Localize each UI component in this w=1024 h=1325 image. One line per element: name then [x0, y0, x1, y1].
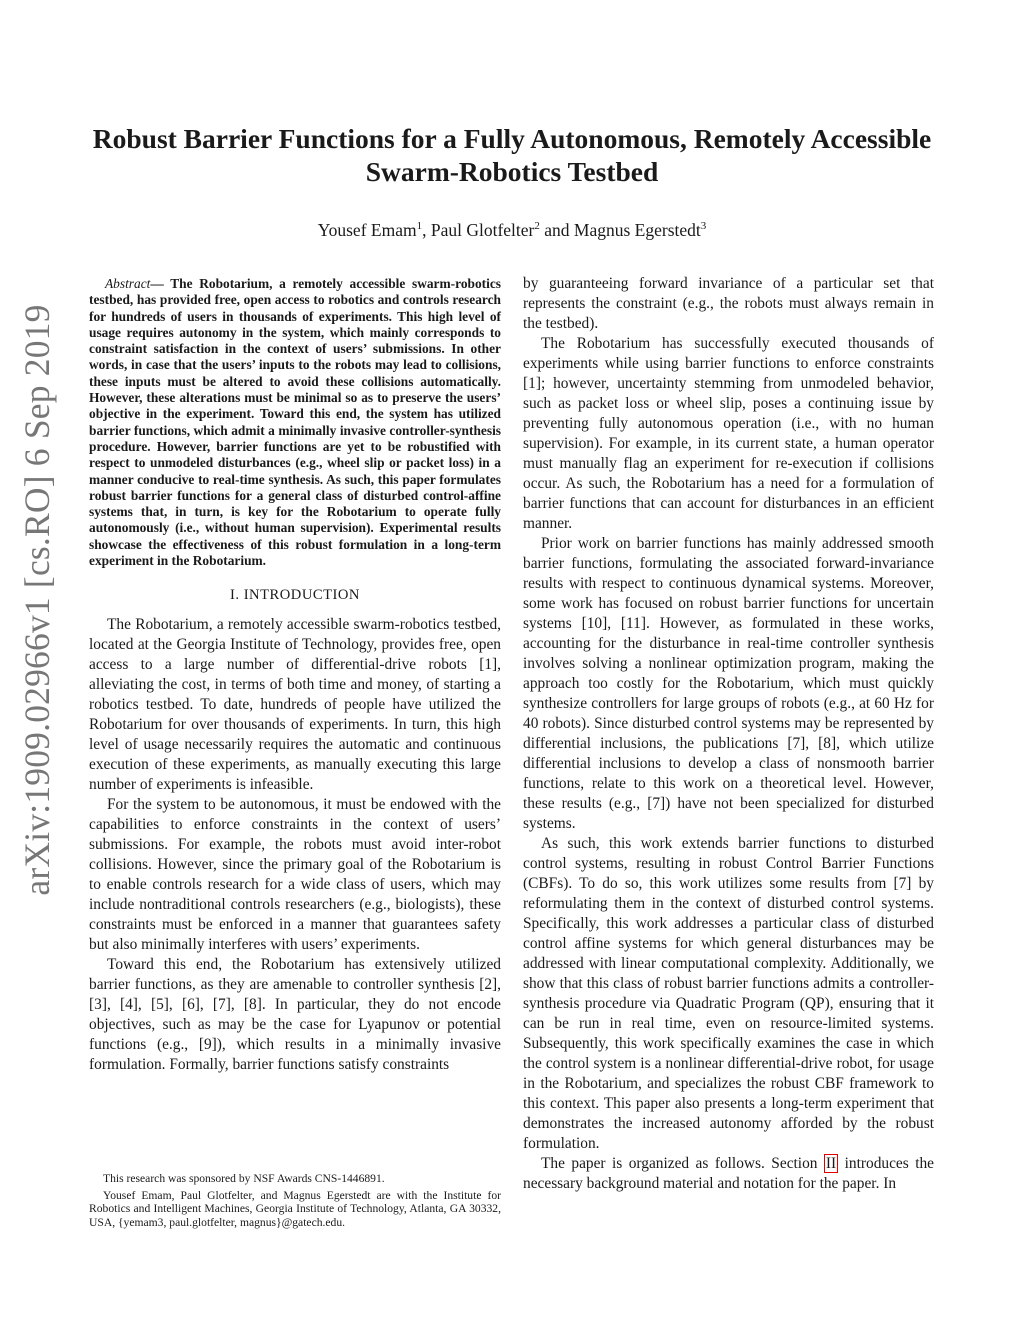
author-name: Paul Glotfelter [430, 219, 535, 240]
title-line-1: Robust Barrier Functions for a Fully Autonomous, Remotely Accessible [92, 123, 932, 154]
author-affiliation-mark: 3 [700, 220, 707, 232]
paragraph: Prior work on barrier functions has mainly addressed smooth barrier functions, formulating the associated forward-invariance results with respect to continuous dynamical systems. Moreover, some work has focused on robust barrier functions for uncertain systems [10], [11]. However, as formulated in these works, accounting for the disturbance in real-time controller synthesis involves solving a nonlinear optimization program, making the approach too costly for the Robotarium, which must quickly synthesize controllers for large groups of robots (e.g., at 60 Hz for 40 robots). Since disturbed control systems may be represented by differential inclusions, the publications [7], [8], which utilize differential inclusions to develop a class of nonsmooth barrier functions, relate to this work on a theoretical level. However, these results (e.g., [7]) have not been specialized for disturbed systems. [523, 535, 934, 832]
paper-title [60, 122, 964, 188]
title-line-2: Swarm-Robotics Testbed [365, 156, 659, 187]
paragraph: As such, this work extends barrier functions to disturbed control systems, resulting in robust Control Barrier Functions (CBFs). To do so, this work utilizes some results from [7] by reformulating them in the context of disturbed control systems. Specifically, this work addresses a particular class of disturbed control affine systems for which general disturbances may be addressed with linear computational complexity. Additionally, we show that this class of robust barrier functions admits a controller-synthesis procedure via Quadratic Program (QP), ensuring that it can be run in real time, even on resource-limited systems. Subsequently, this work specifically examines the case in which the control system is a nonlinear differential-drive robot, for usage in the Robotarium, and specializes the robust CBF framework to this context. This paper also presents a long-term experiment that demonstrates the increased autonomy afforded by the robust formulation. [523, 835, 934, 1152]
right-column [523, 274, 934, 1194]
author-affiliation-mark: 2 [534, 220, 540, 232]
author-name: Yousef Emam [317, 219, 417, 240]
arxiv-identifier-stamp [0, 0, 60, 1325]
paragraph-text: The paper is organized as follows. Section [541, 1155, 824, 1172]
abstract [89, 276, 501, 569]
paragraph: Toward this end, the Robotarium has extensively utilized barrier functions, as they are amenable to controller synthesis [2], [3], [4], [5], [6], [7], [8]. In particular, they do not encode objectives, such as may be the case for Lyapunov or potential functions (e.g., [9]), which results in a minimally invasive formulation. Formally, barrier functions satisfy constraints [89, 956, 501, 1074]
footnotes [89, 1172, 501, 1229]
author-affiliation-mark: 1 [416, 220, 423, 232]
paragraph [523, 1154, 934, 1194]
footnote-affiliation: Yousef Emam, Paul Glotfelter, and Magnus Egerstedt are with the Institute for Robotics and Intelligent Machines, Georgia Institute of Technology, Atlanta, GA 30332, USA, {yemam3, paul.glotfelter, magnus}@gatech.edu. [89, 1188, 501, 1229]
paragraph: The Robotarium has successfully executed thousands of experiments while using barrier functions to enforce constraints [1]; however, uncertainty stemming from unmodeled behavior, such as packet loss or wheel slip, poses a continuing issue by preventing fully autonomous operation (i.e., with no human supervision). For example, in its current state, a human operator must manually flag an experiment for re-execution if collisions occur. As such, the Robotarium has a need for a formulation of barrier functions that can account for disturbances in an efficient manner. [523, 335, 934, 532]
footnote-funding: This research was sponsored by NSF Awards CNS-1446891. [103, 1172, 385, 1185]
author-list [60, 215, 964, 241]
arxiv-identifier: arXiv:1909.02966v1 [cs.RO] 6 Sep 2019 [17, 304, 57, 896]
section-heading-introduction: I. INTRODUCTION [230, 587, 360, 604]
left-column [89, 274, 501, 1075]
paragraph-continuation: by guaranteeing forward invariance of a particular set that represents the constraint (e.g., the robots must always remain in the testbed). [523, 275, 934, 332]
paragraph-text: introduces the necessary background material and notation for the paper. In [523, 1155, 934, 1192]
abstract-dash: — [150, 276, 171, 291]
author-name: Magnus Egerstedt [573, 219, 701, 240]
author-separator: , [422, 219, 431, 240]
author-separator: and [539, 219, 574, 240]
paragraph: The Robotarium, a remotely accessible swarm-robotics testbed, located at the Georgia Institute of Technology, provides free, open access to a large number of differential-drive robots [1], alleviating the cost, in terms of both time and money, of starting a robotics testbed. To date, hundreds of people have utilized the Robotarium for over thousands of experiments. In turn, this high level of usage necessarily requires the automatic and continuous execution of these experiments, as manually executing this large number of experiments is infeasible. [89, 616, 501, 794]
abstract-label: Abstract [105, 276, 151, 291]
paragraph: For the system to be autonomous, it must be endowed with the capabilities to enforce constraints in the context of users’ submissions. For example, the robots must avoid inter-robot collisions. However, since the primary goal of the Robotarium is to enable controls research for a wide class of users, which may include nontraditional controls researchers (e.g., biologists), these constraints must be enforced in a manner that guarantees safety but also minimally interferes with users’ experiments. [89, 796, 501, 954]
abstract-text: The Robotarium, a remotely accessible swarm-robotics testbed, has provided free, open access to robotics and controls research for hundreds of users in thousands of experiments. This high level of usage requires autonomy in the system, which mainly corresponds to constraint satisfaction in the context of users’ submissions. In other words, in case that the users’ inputs to the robots may lead to collisions, these inputs must be altered to avoid these collisions automatically. However, these alterations must be minimal so as to preserve the users’ objective in the experiment. Toward this end, the system has utilized barrier functions, which admit a minimally invasive controller-synthesis procedure. However, barrier functions are yet to be robustified with respect to unmodeled disturbances (e.g., wheel slip or packet loss) in a manner conducive to real-time synthesis. As such, this paper formulates robust barrier functions for a general class of disturbed control-affine systems that, in turn, is key for the Robotarium to operate fully autonomously (i.e., without human supervision). Experimental results showcase the effectiveness of this robust formulation in a long-term experiment in the Robotarium. [89, 276, 501, 569]
section-reference-link[interactable]: II [825, 1155, 837, 1172]
